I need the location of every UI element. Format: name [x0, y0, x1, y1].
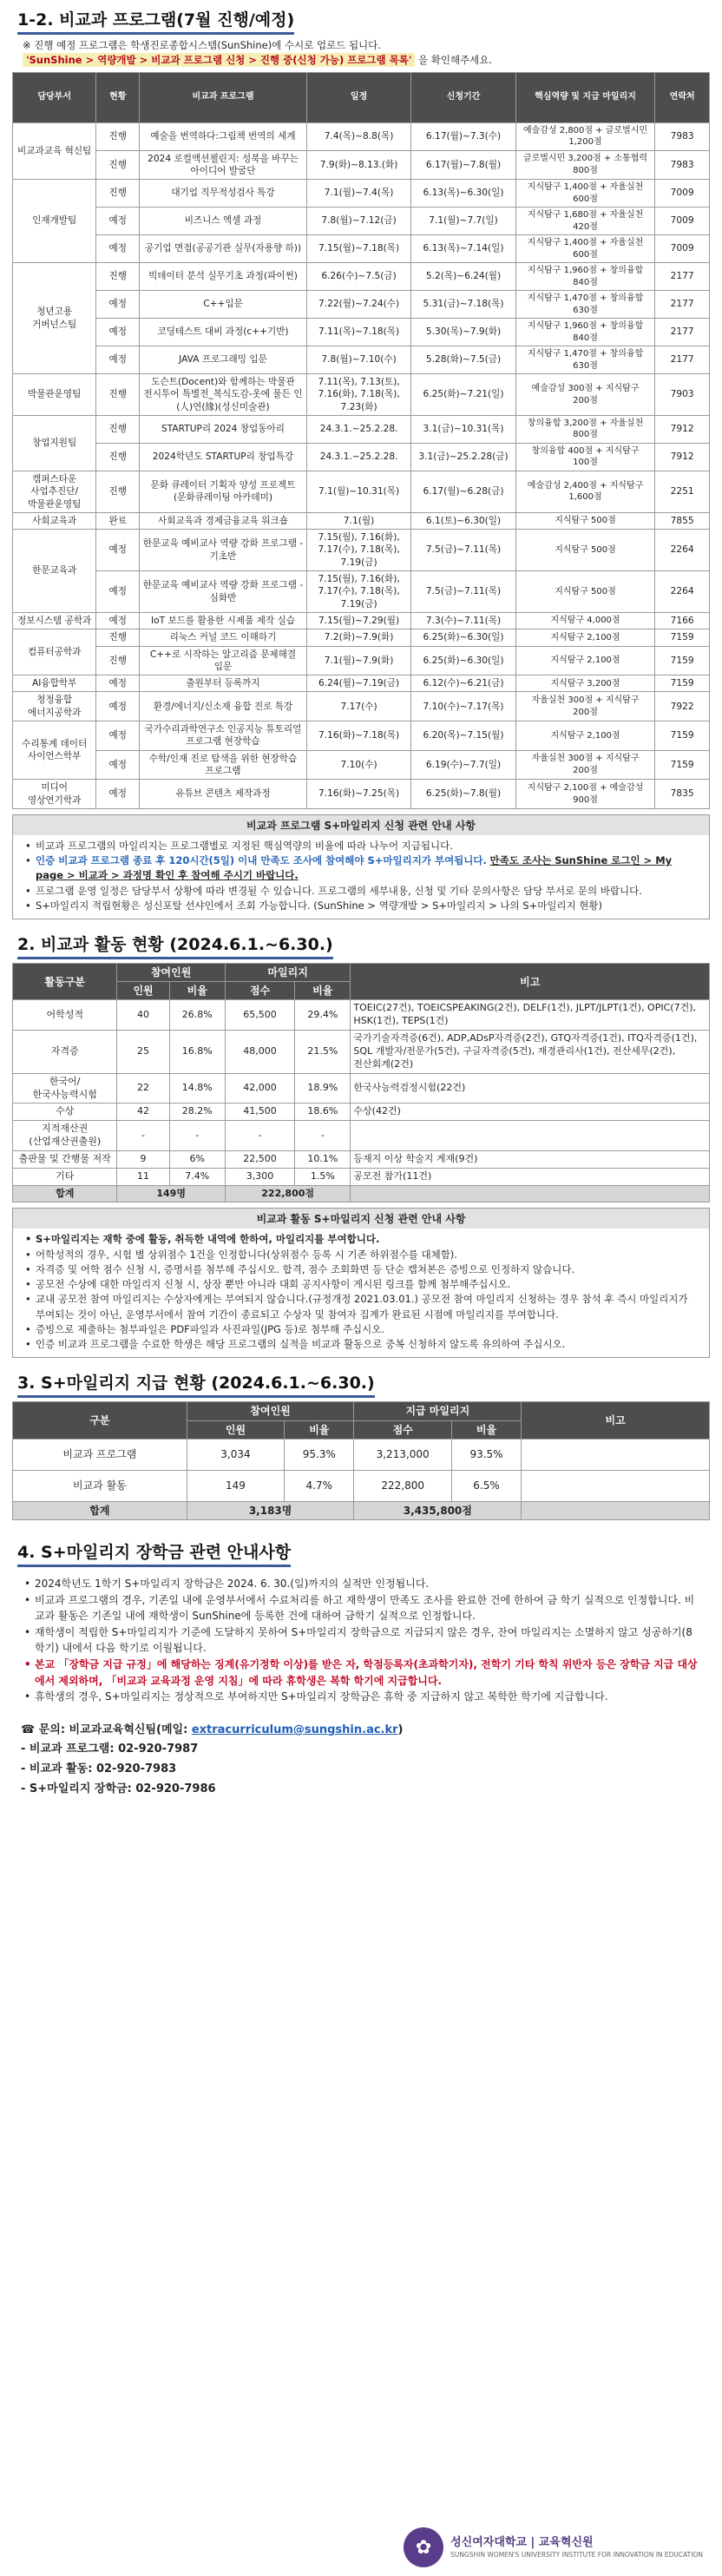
- program-name: 한문교육 예비교사 역량 강화 프로그램 - 기초반: [140, 530, 307, 571]
- program-dept: 수리통계 데이터 사이언스학부: [13, 721, 96, 780]
- program-table: 담당부서 현황 비교과 프로그램 일정 신청기간 핵심역량 및 지급 마일리지 연락처 비교과교육 혁신팀 진행 예술을 번역하다:그림책 번역의 세계 7.4(목)~8.8(목) 6.17(월)~7.3(수) 예술감성 2,800점 + 글로벌시민 1,200점 7983 진행 2024 로컬액션챌린지: 성북을 바꾸는 아이디어 발굴단 7.9(화)~8.13.(화) 6.17(월)~7.8(월) 글로벌시민 3,200점 + 소통협력 800점 7983 인재개발팀 진행 대기업 직무적성검사 특강 7.1(월)~7.4(목) 6.13(목)~6.30(일) 지식탐구 1,400점 + 자율실천 600점 7009 예정 비즈니스 엑셀 과정 7.8(월)~7.12(금) 7.1(월)~7.7(일) 지식탐구 1,680점 + 자율실천 420점 7009 예정 공기업 면접(공공기관 실무(자용향 하)) 7.15(월)~7.18(목) 6.13(목)~7.14(일) 지식탐구 1,400점 + 자율실천 600점 7009 청년고용 거버넌스팀 진행 빅데이터 분석 실무기초 과정(파이썬) 6.26(수)~7.5(금) 5.2(목)~6.24(월) 지식탐구 1,960점 + 창의융합 840점 2177 예정 C++입문 7.22(월)~7.24(수) 5.31(금)~7.18(목) 지식탐구 1,470점 + 창의융합 630점 2177 예정 코딩테스트 대비 과정(c++기반) 7.11(목)~7.18(목) 5.30(목)~7.9(화) 지식탐구 1,960점 + 창의융합 840점 2177 예정 JAVA 프로그래밍 입문 7.8(월)~7.10(수) 5.28(화)~7.5(금) 지식탐구 1,470점 + 창의융합 630점 2177 박물관운영팀 진행 도슨트(Docent)와 함께하는 박물관 전시투어 특별전_복식도감-옷에 물든 인(人)연(緣)(성신미술관) 7.11(목), 7.13(토), 7.16(화), 7.18(목), 7.23(화) 6.25(화)~7.21(일) 예술감성 300점 + 지식탐구 200점 7903 창업지원팀 진행 STARTUP리 2024 창업동아리 24.3.1.~25.2.28. 3.1(금)~10.31(목) 창의융합 3,200점 + 자율실천 800점 7912 진행 2024학년도 STARTUP리 창업특강 24.3.1.~25.2.28. 3.1(금)~25.2.28(금) 창의융합 400점 + 지식탐구 100점 7912 캠퍼스타운 사업추진단/ 박물관운영팀 진행 문화 큐레이터 기획자 양성 프로젝트(문화큐레이팅 아카데미) 7.1(월)~10.31(목) 6.17(월)~6.28(금) 예술감성 2,400점 + 지식탐구 1,600점 2251 사회교육과 완료 사회교육과 경제금융교육 워크숍 7.1(월) 6.1(토)~6.30(일) 지식탐구 500점 7855 한문교육과 예정 한문교육 예비교사 역량 강화 프로그램 - 기초반 7.15(월), 7.16(화), 7.17(수), 7.18(목), 7.19(금) 7.5(금)~7.11(목) 지식탐구 500점 2264 예정 한문교육 예비교사 역량 강화 프로그램 - 심화반 7.15(월), 7.16(화), 7.17(수), 7.18(목), 7.19(금) 7.5(금)~7.11(목) 지식탐구 500점 2264 정보시스템 공학과 예정 IoT 보드를 활용한 시제품 제작 실습 7.15(월)~7.29(월) 7.3(수)~7.11(목) 지식탐구 4,000점 7166 컴퓨터공학과 진행 리눅스 커널 코드 이해하기 7.2(화)~7.9(화) 6.25(화)~6.30(일) 지식탐구 2,100점 7159 진행 C++로 시작하는 알고리즘 문제해결 입문 7.1(월)~7.9(화) 6.25(화)~6.30(일) 지식탐구 2,100점 7159 AI융합학부 예정 출원부터 등록까지 6.24(월)~7.19(금) 6.12(수)~6.21(금) 지식탐구 3,200점 7159 청정융합 에너지공학과 예정 환경/에너지/신소재 융합 진로 특강 7.17(수) 7.10(수)~7.17(목) 자율실천 300점 + 지식탐구 200점 7922 수리통계 데이터 사이언스학부 예정 국가수리과학연구소 인공지능 튜토리얼 프로그램 현장학습 7.16(화)~7.18(목) 6.20(목)~7.15(월) 지식탐구 2,100점 7159 예정 수학/인재 진로 탐색을 위한 현장학습 프로그램 7.10(수) 6.19(수)~7.7(일) 자율실천 300점 + 지식탐구 200점 7159 미디어 영상연기학과 예정 유튜브 콘텐츠 제작과정 7.16(화)~7.25(목) 6.25(화)~7.8(월) 지식탐구 2,100점 + 예술감성 900점 7835: [12, 72, 710, 809]
- section4-title: 4. S+마일리지 장학금 관련 안내사항: [17, 1539, 710, 1567]
- program-mileage: 자율실천 300점 + 지식탐구 200점: [515, 692, 655, 721]
- program-row: [13, 530, 710, 571]
- activity-note: TOEIC(27건), TOEICSPEAKING(2건), DELF(1건), JLPT/JLPT(1건), OPIC(7건), HSK(1건), TEPS(1건): [351, 1000, 710, 1031]
- program-notice-box: 비교과 프로그램 S+마일리지 신청 관련 안내 사항 • 비교과 프로그램의 마일리지는 프로그램별로 지정된 핵심역량의 비율에 따라 나누어 지급됩니다. • 인증 비교과 프로그램 종료 후 120시간(5일) 이내 만족도 조사에 참여해야 S+마일리지가 부여됩니다. 만족도 조사는 SunShine 로그인 > My page > 비교과 > 과정명 확인 후 참여해 주시기 바랍니다. • 프로그램 운영 일정은 담당부서 상황에 따라 변경될 수 있습니다. 프로그램의 세부내용, 신청 및 기타 문의사항은 담당 부서로 문의 바랍니다. • S+마일리지 적립현황은 성신포탈 선샤인에서 조회 가능합니다. (SunShine > 역량개발 > S+마일리지 > 나의 S+마일리지 현황): [12, 814, 710, 919]
- program-status: 진행: [96, 180, 140, 208]
- program-status: 진행: [96, 415, 140, 443]
- program-name: 대기업 직무적성검사 특강: [140, 180, 307, 208]
- program-apply-period: 6.25(화)~7.8(월): [411, 780, 515, 809]
- activity-count-ratio: 26.8%: [169, 1000, 225, 1031]
- activity-row: [13, 1168, 710, 1185]
- program-status: 예정: [96, 750, 140, 780]
- university-logo: ✿ 성신여자대학교 | 교육혁신원 SUNGSHIN WOMEN'S UNIVERSITY INSTITUTE FOR INNOVATION IN EDUCATION: [404, 2527, 703, 2567]
- activity-score-ratio: 18.6%: [295, 1104, 351, 1121]
- program-row: [13, 180, 710, 208]
- program-dept: 사회교육과: [13, 512, 96, 529]
- program-schedule: 7.15(월), 7.16(화), 7.17(수), 7.18(목), 7.19(금): [306, 571, 410, 613]
- program-mileage: 지식탐구 3,200점: [515, 675, 655, 692]
- program-contact: 7159: [655, 721, 710, 751]
- program-contact: 7009: [655, 180, 710, 208]
- program-schedule: 7.2(화)~7.9(화): [306, 629, 410, 646]
- activity-count-ratio: 16.8%: [169, 1031, 225, 1074]
- mileage-type: 비교과 프로그램: [13, 1439, 187, 1470]
- program-row: [13, 415, 710, 443]
- program-schedule: 7.22(월)~7.24(수): [306, 291, 410, 319]
- program-schedule: 6.26(수)~7.5(금): [306, 263, 410, 291]
- mileage-count-ratio: 4.7%: [285, 1470, 354, 1501]
- program-mileage: 지식탐구 2,100점: [515, 646, 655, 675]
- program-dept: 컴퓨터공학과: [13, 629, 96, 675]
- program-row: [13, 612, 710, 629]
- program-dept: AI융합학부: [13, 675, 96, 692]
- program-schedule: 7.1(월)~7.4(목): [306, 180, 410, 208]
- university-emblem-icon: ✿: [404, 2527, 443, 2567]
- program-schedule: 7.1(월): [306, 512, 410, 529]
- activity-row: [13, 1031, 710, 1074]
- program-apply-period: 7.3(수)~7.11(목): [411, 612, 515, 629]
- activity-type: 수상: [13, 1104, 117, 1121]
- program-status: 진행: [96, 443, 140, 471]
- activity-score-ratio: 18.9%: [295, 1073, 351, 1104]
- program-row: [13, 150, 710, 180]
- program-contact: 7009: [655, 235, 710, 263]
- program-name: 2024학년도 STARTUP리 창업특강: [140, 443, 307, 471]
- program-dept: 한문교육과: [13, 530, 96, 613]
- program-dept: 캠퍼스타운 사업추진단/ 박물관운영팀: [13, 471, 96, 512]
- activity-count-ratio: -: [169, 1121, 225, 1151]
- program-apply-period: 3.1(금)~25.2.28(금): [411, 443, 515, 471]
- program-status: 예정: [96, 780, 140, 809]
- activity-score: 3,300: [225, 1168, 294, 1185]
- program-contact: 7922: [655, 692, 710, 721]
- program-row: [13, 512, 710, 529]
- activity-type: 기타: [13, 1168, 117, 1185]
- program-name: 유튜브 콘텐츠 제작과정: [140, 780, 307, 809]
- program-status: 예정: [96, 208, 140, 235]
- activity-count-ratio: 14.8%: [169, 1073, 225, 1104]
- program-schedule: 7.4(목)~8.8(목): [306, 122, 410, 150]
- mileage-score-ratio: 6.5%: [451, 1470, 521, 1501]
- program-schedule: 7.15(월)~7.18(목): [306, 235, 410, 263]
- activity-notice-box: 비교과 활동 S+마일리지 신청 관련 안내 사항 • S+마일리지는 재학 중에 활동, 취득한 내역에 한하여, 마일리지를 부여합니다. • 어학성적의 경우, 시험 별 상위점수 1건을 인정합니다(상위점수 등록 시 기존 하위점수를 대체함). • 자격증 및 어학 점수 신청 시, 증명서를 첨부해 주십시오. 합격, 점수 조회화면 등 단순 캡쳐본은 증빙으로 인정하지 않습니다. • 공모전 수상에 대한 마일리지 신청 시, 상장 뿐만 아니라 대회 공지사항이 게시된 링크를 함께 첨부해주십시오. • 교내 공모전 참여 마일리지는 수상자에게는 부여되지 않습니다.(규정개정 2021.03.01.) 공모전 참여 마일리지 신청하는 경우 참석 후 즉시 마일리지가 부여되는 것이 아닌, 운영부서에서 참여 기간이 종료되고 수상자 및 참여자 집계가 완료된 시점에 마일리지를 부여합니다. • 증빙으로 제출하는 첨부파일은 PDF파일과 사진파일(JPG 등)로 첨부해 주십시오. • 인증 비교과 프로그램을 수료한 학생은 해당 프로그램의 실적을 비교과 활동으로 중복 신청하지 않도록 유의하여 주십시오.: [12, 1208, 710, 1358]
- activity-note: 수상(42건): [351, 1104, 710, 1121]
- program-apply-period: 3.1(금)~10.31(목): [411, 415, 515, 443]
- program-row: [13, 319, 710, 346]
- program-dept: 미디어 영상연기학과: [13, 780, 96, 809]
- activity-count: 25: [117, 1031, 169, 1074]
- activity-count-ratio: 7.4%: [169, 1168, 225, 1185]
- program-mileage: 지식탐구 1,470점 + 창의융합 630점: [515, 346, 655, 374]
- program-contact: 7159: [655, 750, 710, 780]
- program-row: [13, 208, 710, 235]
- program-name: 국가수리과학연구소 인공지능 튜토리얼 프로그램 현장학습: [140, 721, 307, 751]
- program-row: [13, 471, 710, 512]
- activity-count: 11: [117, 1168, 169, 1185]
- program-mileage: 지식탐구 1,960점 + 창의융합 840점: [515, 319, 655, 346]
- program-apply-period: 6.25(화)~6.30(일): [411, 646, 515, 675]
- program-dept: 인재개발팀: [13, 180, 96, 263]
- program-schedule: 6.24(월)~7.19(금): [306, 675, 410, 692]
- program-status: 예정: [96, 612, 140, 629]
- program-apply-period: 6.20(목)~7.15(월): [411, 721, 515, 751]
- program-name: IoT 보드를 활용한 시제품 제작 실습: [140, 612, 307, 629]
- program-apply-period: 6.25(화)~7.21(일): [411, 374, 515, 416]
- activity-score-ratio: -: [295, 1121, 351, 1151]
- program-apply-period: 5.31(금)~7.18(목): [411, 291, 515, 319]
- program-status: 예정: [96, 319, 140, 346]
- program-mileage: 지식탐구 1,680점 + 자율실천 420점: [515, 208, 655, 235]
- program-schedule: 7.11(목)~7.18(목): [306, 319, 410, 346]
- activity-type: 한국어/ 한국사능력시험: [13, 1073, 117, 1104]
- program-apply-period: 6.19(수)~7.7(일): [411, 750, 515, 780]
- program-contact: 2177: [655, 263, 710, 291]
- section1-note: ※ 진행 예정 프로그램은 학생진로종합시스템(SunShine)에 수시로 업로드 됩니다. 'SunShine > 역량개발 > 비교과 프로그램 신청 > 진행 중(신청 가능) 프로그램 목록' 을 확인해주세요.: [23, 39, 493, 67]
- section2-title: 2. 비교과 활동 현황 (2024.6.1.~6.30.): [17, 932, 710, 959]
- program-apply-period: 7.5(금)~7.11(목): [411, 530, 515, 571]
- program-row: [13, 646, 710, 675]
- program-status: 예정: [96, 721, 140, 751]
- program-name: 코딩테스트 대비 과정(c++기반): [140, 319, 307, 346]
- program-mileage: 예술감성 300점 + 지식탐구 200점: [515, 374, 655, 416]
- activity-score: 42,000: [225, 1073, 294, 1104]
- program-contact: 2177: [655, 291, 710, 319]
- program-status: 예정: [96, 530, 140, 571]
- program-name: 2024 로컬액션챌린지: 성북을 바꾸는 아이디어 발굴단: [140, 150, 307, 180]
- activity-row: [13, 1121, 710, 1151]
- activity-row: [13, 1104, 710, 1121]
- mileage-score: 3,213,000: [354, 1439, 451, 1470]
- activity-count: 9: [117, 1150, 169, 1168]
- program-dept: 청정융합 에너지공학과: [13, 692, 96, 721]
- program-name: 사회교육과 경제금융교육 워크숍: [140, 512, 307, 529]
- program-name: 환경/에너지/신소재 융합 진로 특강: [140, 692, 307, 721]
- activity-row: [13, 1000, 710, 1031]
- activity-score-ratio: 1.5%: [295, 1168, 351, 1185]
- program-contact: 7159: [655, 629, 710, 646]
- program-name: 문화 큐레이터 기획자 양성 프로젝트(문화큐레이팅 아카데미): [140, 471, 307, 512]
- program-row: [13, 692, 710, 721]
- program-contact: 7166: [655, 612, 710, 629]
- program-apply-period: 6.17(월)~7.8(월): [411, 150, 515, 180]
- contact-email-link[interactable]: extracurriculum@sungshin.ac.kr: [191, 1723, 398, 1736]
- activity-type: 출판물 및 간행물 저작: [13, 1150, 117, 1168]
- program-schedule: 7.1(월)~10.31(목): [306, 471, 410, 512]
- program-schedule: 7.8(월)~7.10(수): [306, 346, 410, 374]
- activity-score-ratio: 10.1%: [295, 1150, 351, 1168]
- activity-type: 어학성적: [13, 1000, 117, 1031]
- program-name: 빅데이터 분석 실무기초 과정(파이썬): [140, 263, 307, 291]
- activity-table: 활동구분 참여인원 마일리지 비고 인원 비율 점수 비율 어학성적 40 26.8% 65,500 29.4% TOEIC(27건), TOEICSPEAKING(2건), DELF(1건), JLPT/JLPT(1건), OPIC(7건), HSK(1건), TEPS(1건) 자격증 25 16.8% 48,000 21.5% 국가기술자격증(6건), ADP,ADsP자격증(2건), GTQ자격증(1건), ITQ자격증(1건), SQL 개발자/전문가(5건), 구글자격증(5건), 재경관리사(1건), 전산세무(2건), 전산회계(2건) 한국어/ 한국사능력시험 22 14.8% 42,000 18.9% 한국사능력검정시험(22건) 수상 42 28.2% 41,500 18.6% 수상(42건) 지적재산권 (산업재산권출원) - - - - 출판물 및 간행물 저작 9 6% 22,500 10.1% 등재지 이상 학술지 게재(9건) 기타 11 7.4% 3,300 1.5% 공모전 참가(11건) 합계 149명 222,800점: [12, 963, 710, 1202]
- program-contact: 7009: [655, 208, 710, 235]
- program-status: 완료: [96, 512, 140, 529]
- program-mileage: 지식탐구 1,400점 + 자율실천 600점: [515, 235, 655, 263]
- program-row: [13, 721, 710, 751]
- program-contact: 7835: [655, 780, 710, 809]
- program-schedule: 7.8(월)~7.12(금): [306, 208, 410, 235]
- section1-title: 1-2. 비교과 프로그램(7월 진행/예정): [17, 7, 710, 35]
- program-apply-period: 7.10(수)~7.17(목): [411, 692, 515, 721]
- mileage-type: 비교과 활동: [13, 1470, 187, 1501]
- activity-count: 42: [117, 1104, 169, 1121]
- program-schedule: 7.17(수): [306, 692, 410, 721]
- program-apply-period: 7.1(월)~7.7(일): [411, 208, 515, 235]
- activity-note: 등재지 이상 학술지 게재(9건): [351, 1150, 710, 1168]
- program-row: [13, 780, 710, 809]
- program-schedule: 24.3.1.~25.2.28.: [306, 443, 410, 471]
- program-mileage: 지식탐구 500점: [515, 530, 655, 571]
- program-mileage: 지식탐구 500점: [515, 512, 655, 529]
- program-mileage: 자율실천 300점 + 지식탐구 200점: [515, 750, 655, 780]
- program-dept: 창업지원팀: [13, 415, 96, 471]
- program-status: 예정: [96, 692, 140, 721]
- mileage-note: [522, 1470, 710, 1501]
- program-apply-period: 6.25(화)~6.30(일): [411, 629, 515, 646]
- scholarship-notice: • 2024학년도 1학기 S+마일리지 장학금은 2024. 6. 30.(일)까지의 실적만 인정됩니다. • 비교과 프로그램의 경우, 기존일 내에 운영부서에서 수료처리를 하고 재학생이 만족도 조사를 완료한 건에 한하여 금 학기 실적으로 인정합니다. 비교과 활동은 기존일 내에 재학생이 SunShine에 등록한 건에 대하여 금학기 실적으로 인정합니다. • 재학생이 적립한 S+마일리지가 기준에 도달하지 못하여 S+마일리지 장학금으로 지급되지 않은 경우, 잔여 마일리지는 소멸하지 않고 성공하기(8학기) 내에서 다음 학기로 이월됩니다. • 본교 「장학금 지급 규정」에 해당하는 징계(유기정학 이상)를 받은 자, 학점등록자(초과학기자), 전학기 기타 학칙 위반자 등은 장학금 지급 대상에서 제외하며, 「비교과 교육과정 운영 지침」에 따라 휴학생은 복학 학기에 지급합니다. • 휴학생의 경우, S+마일리지는 정상적으로 부여하지만 S+마일리지 장학금은 휴학 중 지급하지 않고 복학한 학기에 지급합니다.: [12, 1571, 710, 1709]
- mileage-table: 구분 참여인원 지급 마일리지 비고 인원 비율 점수 비율 비교과 프로그램 3,034 95.3% 3,213,000 93.5% 비교과 활동 149 4.7% 222,800 6.5% 합계 3,183명 3,435,800점: [12, 1401, 710, 1520]
- program-mileage: 지식탐구 1,400점 + 자율실천 600점: [515, 180, 655, 208]
- activity-row: [13, 1150, 710, 1168]
- section3-title: 3. S+마일리지 지급 현황 (2024.6.1.~6.30.): [17, 1370, 710, 1398]
- program-status: 진행: [96, 629, 140, 646]
- program-contact: 2264: [655, 530, 710, 571]
- program-schedule: 7.16(화)~7.18(목): [306, 721, 410, 751]
- activity-note: [351, 1121, 710, 1151]
- activity-note: 국가기술자격증(6건), ADP,ADsP자격증(2건), GTQ자격증(1건), ITQ자격증(1건), SQL 개발자/전문가(5건), 구글자격증(5건), 재경관리사(1건), 전산세무(2건), 전산회계(2건): [351, 1031, 710, 1074]
- program-row: [13, 122, 710, 150]
- activity-row: [13, 1073, 710, 1104]
- program-schedule: 7.1(월)~7.9(화): [306, 646, 410, 675]
- program-schedule: 7.10(수): [306, 750, 410, 780]
- program-name: 출원부터 등록까지: [140, 675, 307, 692]
- program-status: 예정: [96, 675, 140, 692]
- program-contact: 7159: [655, 646, 710, 675]
- program-schedule: 7.15(월)~7.29(월): [306, 612, 410, 629]
- program-row: [13, 750, 710, 780]
- program-status: 예정: [96, 571, 140, 613]
- program-mileage: 지식탐구 1,470점 + 창의융합 630점: [515, 291, 655, 319]
- program-contact: 7912: [655, 415, 710, 443]
- program-name: 한문교육 예비교사 역량 강화 프로그램 - 심화반: [140, 571, 307, 613]
- activity-note: 공모전 참가(11건): [351, 1168, 710, 1185]
- activity-note: 한국사능력검정시험(22건): [351, 1073, 710, 1104]
- program-mileage: 지식탐구 2,100점 + 예술감성 900점: [515, 780, 655, 809]
- program-name: 공기업 면접(공공기관 실무(자용향 하)): [140, 235, 307, 263]
- program-mileage: 예술감성 2,400점 + 지식탐구 1,600점: [515, 471, 655, 512]
- program-name: JAVA 프로그래밍 입문: [140, 346, 307, 374]
- program-dept: 청년고용 거버넌스팀: [13, 263, 96, 374]
- program-row: [13, 235, 710, 263]
- activity-count-ratio: 28.2%: [169, 1104, 225, 1121]
- activity-score: 22,500: [225, 1150, 294, 1168]
- activity-count: -: [117, 1121, 169, 1151]
- program-contact: 2177: [655, 346, 710, 374]
- program-mileage: 예술감성 2,800점 + 글로벌시민 1,200점: [515, 122, 655, 150]
- program-dept: 비교과교육 혁신팀: [13, 122, 96, 180]
- program-apply-period: 6.13(목)~7.14(일): [411, 235, 515, 263]
- activity-type: 지적재산권 (산업재산권출원): [13, 1121, 117, 1151]
- program-mileage: 글로벌시민 3,200점 + 소통협력 800점: [515, 150, 655, 180]
- mileage-row: [13, 1470, 710, 1501]
- program-status: 예정: [96, 291, 140, 319]
- program-apply-period: 6.17(월)~6.28(금): [411, 471, 515, 512]
- activity-score-ratio: 29.4%: [295, 1000, 351, 1031]
- program-schedule: 7.16(화)~7.25(목): [306, 780, 410, 809]
- program-status: 진행: [96, 471, 140, 512]
- program-dept: 정보시스템 공학과: [13, 612, 96, 629]
- activity-type: 자격증: [13, 1031, 117, 1074]
- program-status: 진행: [96, 374, 140, 416]
- program-contact: 7159: [655, 675, 710, 692]
- program-apply-period: 5.28(화)~7.5(금): [411, 346, 515, 374]
- program-name: 예술을 번역하다:그림책 번역의 세계: [140, 122, 307, 150]
- program-row: [13, 629, 710, 646]
- mileage-count-ratio: 95.3%: [285, 1439, 354, 1470]
- program-status: 예정: [96, 346, 140, 374]
- program-apply-period: 7.5(금)~7.11(목): [411, 571, 515, 613]
- program-row: [13, 374, 710, 416]
- program-apply-period: 5.30(목)~7.9(화): [411, 319, 515, 346]
- program-name: 리눅스 커널 코드 이해하기: [140, 629, 307, 646]
- activity-score: 65,500: [225, 1000, 294, 1031]
- contact-info: ☎ 문의: 비교과교육혁신팀(메일: extracurriculum@sungshin.ac.kr) - 비교과 프로그램: 02-920-7987 - 비교과 활동: 02-920-7983 - S+마일리지 장학금: 02-920-7986: [21, 1723, 404, 1795]
- program-mileage: 지식탐구 2,100점: [515, 629, 655, 646]
- program-row: [13, 346, 710, 374]
- program-contact: 7983: [655, 150, 710, 180]
- mileage-total-row: 합계 3,183명 3,435,800점: [13, 1501, 710, 1519]
- program-name: C++입문: [140, 291, 307, 319]
- program-apply-period: 6.1(토)~6.30(일): [411, 512, 515, 529]
- mileage-count: 3,034: [187, 1439, 284, 1470]
- program-mileage: 창의융합 400점 + 지식탐구 100점: [515, 443, 655, 471]
- program-contact: 2251: [655, 471, 710, 512]
- program-status: 진행: [96, 150, 140, 180]
- program-contact: 2264: [655, 571, 710, 613]
- program-status: 예정: [96, 235, 140, 263]
- program-schedule: 24.3.1.~25.2.28.: [306, 415, 410, 443]
- program-mileage: 지식탐구 1,960점 + 창의융합 840점: [515, 263, 655, 291]
- program-apply-period: 6.12(수)~6.21(금): [411, 675, 515, 692]
- program-status: 진행: [96, 646, 140, 675]
- program-mileage: 창의융합 3,200점 + 자율실천 800점: [515, 415, 655, 443]
- program-mileage: 지식탐구 4,000점: [515, 612, 655, 629]
- program-name: 수학/인재 진로 탐색을 위한 현장학습 프로그램: [140, 750, 307, 780]
- program-schedule: 7.15(월), 7.16(화), 7.17(수), 7.18(목), 7.19(금): [306, 530, 410, 571]
- program-schedule: 7.11(목), 7.13(토), 7.16(화), 7.18(목), 7.23(화): [306, 374, 410, 416]
- activity-score: 41,500: [225, 1104, 294, 1121]
- activity-total-row: 합계 149명 222,800점: [13, 1185, 710, 1202]
- program-schedule: 7.9(화)~8.13.(화): [306, 150, 410, 180]
- mileage-count: 149: [187, 1470, 284, 1501]
- mileage-note: [522, 1439, 710, 1470]
- program-name: STARTUP리 2024 창업동아리: [140, 415, 307, 443]
- sunshine-path: 'SunShine > 역량개발 > 비교과 프로그램 신청 > 진행 중(신청 가능) 프로그램 목록': [23, 53, 415, 67]
- activity-count-ratio: 6%: [169, 1150, 225, 1168]
- program-apply-period: 5.2(목)~6.24(월): [411, 263, 515, 291]
- program-row: [13, 443, 710, 471]
- program-row: [13, 263, 710, 291]
- activity-count: 40: [117, 1000, 169, 1031]
- program-contact: 7912: [655, 443, 710, 471]
- program-contact: 7855: [655, 512, 710, 529]
- program-status: 진행: [96, 122, 140, 150]
- program-contact: 7983: [655, 122, 710, 150]
- activity-score: -: [225, 1121, 294, 1151]
- mileage-score-ratio: 93.5%: [451, 1439, 521, 1470]
- program-mileage: 지식탐구 2,100점: [515, 721, 655, 751]
- program-mileage: 지식탐구 500점: [515, 571, 655, 613]
- program-name: C++로 시작하는 알고리즘 문제해결 입문: [140, 646, 307, 675]
- activity-score: 48,000: [225, 1031, 294, 1074]
- program-name: 도슨트(Docent)와 함께하는 박물관 전시투어 특별전_복식도감-옷에 물든 인(人)연(緣)(성신미술관): [140, 374, 307, 416]
- program-row: [13, 675, 710, 692]
- program-status: 진행: [96, 263, 140, 291]
- program-row: [13, 571, 710, 613]
- program-apply-period: 6.17(월)~7.3(수): [411, 122, 515, 150]
- program-contact: 7903: [655, 374, 710, 416]
- program-dept: 박물관운영팀: [13, 374, 96, 416]
- activity-count: 22: [117, 1073, 169, 1104]
- activity-score-ratio: 21.5%: [295, 1031, 351, 1074]
- program-contact: 2177: [655, 319, 710, 346]
- program-name: 비즈니스 엑셀 과정: [140, 208, 307, 235]
- mileage-row: [13, 1439, 710, 1470]
- program-row: [13, 291, 710, 319]
- program-apply-period: 6.13(목)~6.30(일): [411, 180, 515, 208]
- mileage-score: 222,800: [354, 1470, 451, 1501]
